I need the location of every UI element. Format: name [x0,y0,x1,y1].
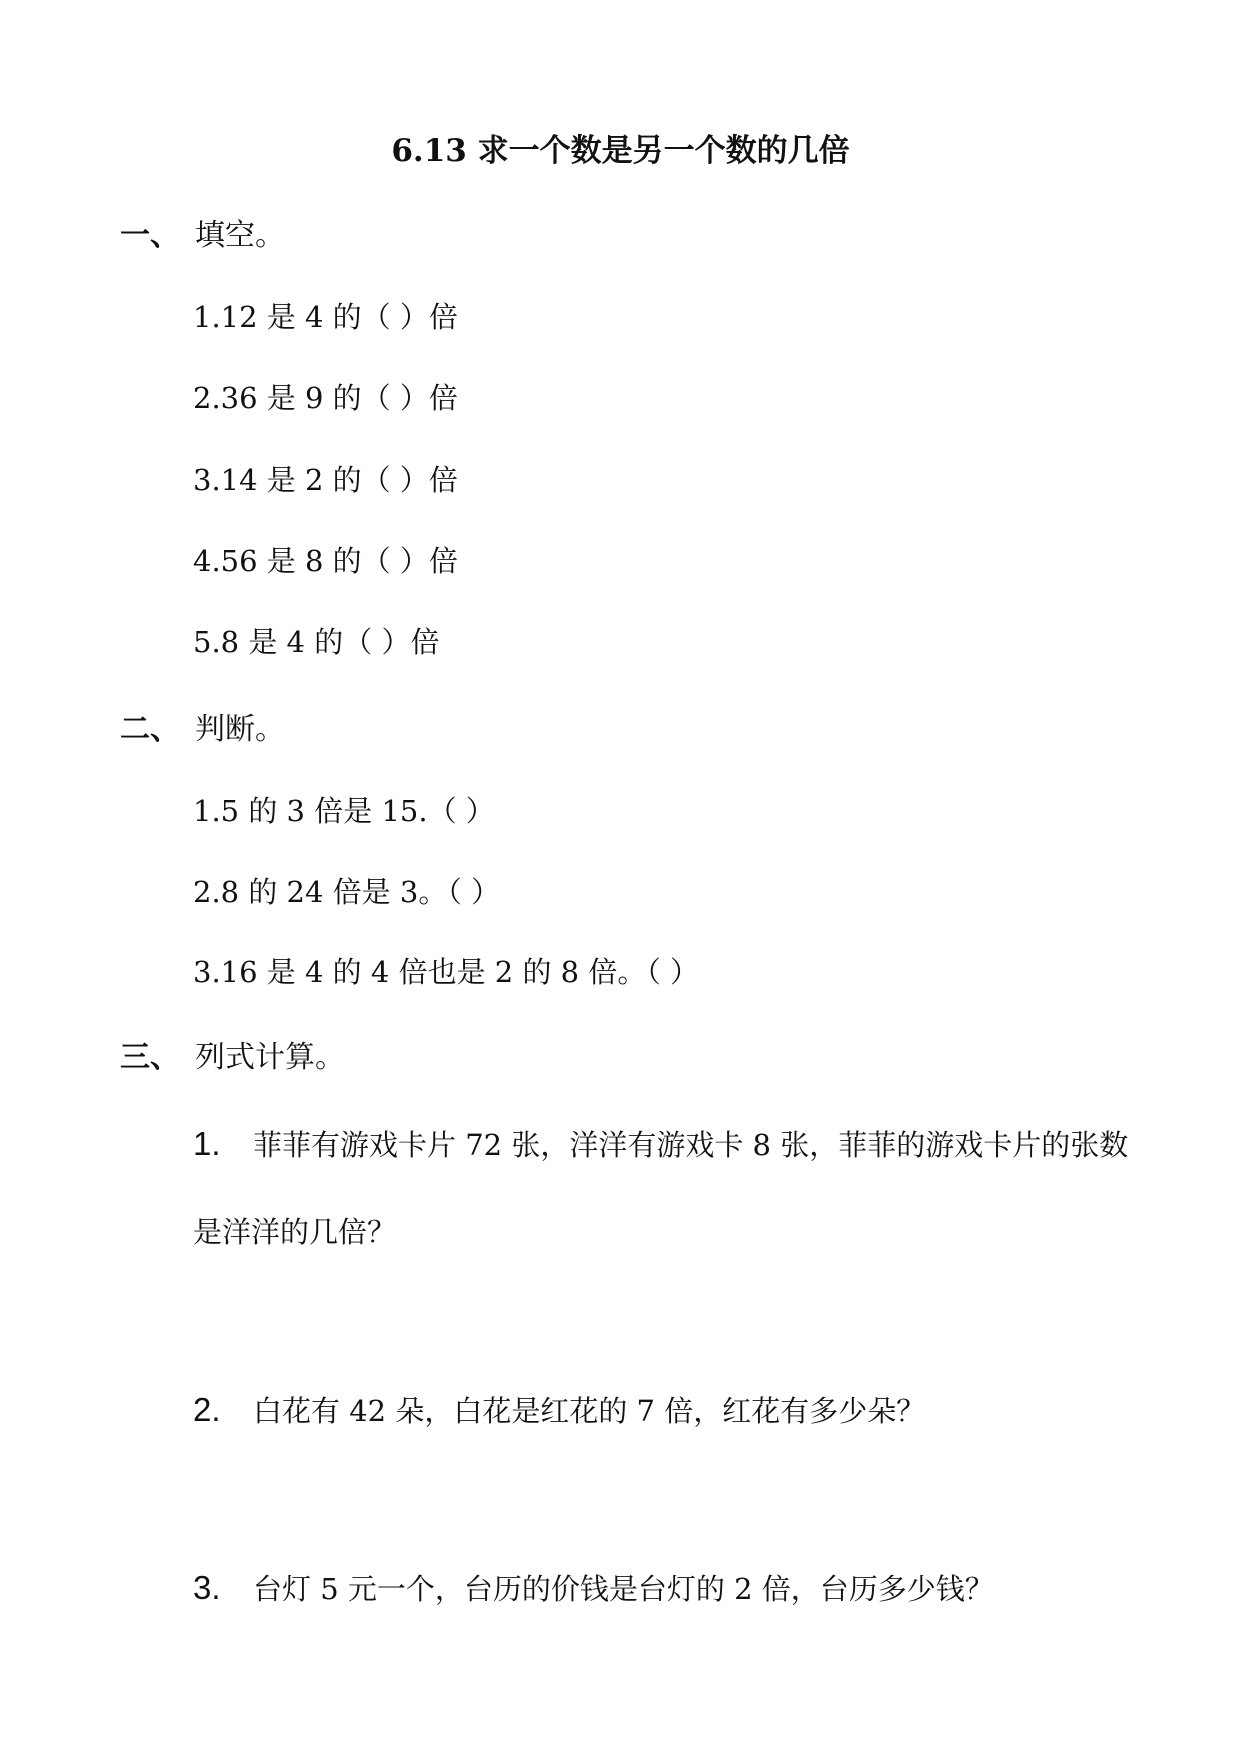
section-number: 一、 [120,218,180,253]
word-problem-2 [193,1390,925,1431]
judge-item: 2.8 的 24 倍是 3。（ ） [193,875,501,909]
section-heading-judge [120,710,285,750]
fill-blank-item: 3.14 是 2 的（ ）倍 [193,463,458,497]
section-number: 二、 [120,712,180,747]
section-heading-fill-blank [120,216,285,256]
word-problem-1-continuation: 是洋洋的几倍？ [193,1215,397,1249]
page-title: 6.13 求一个数是另一个数的几倍 [391,133,850,169]
question-text: 台灯 5 元一个，台历的价钱是台灯的 2 倍，台历多少钱？ [253,1572,994,1606]
question-number: 2. [193,1391,221,1428]
fill-blank-item: 2.36 是 9 的（ ）倍 [193,381,458,415]
judge-item: 3.16 是 4 的 4 倍也是 2 的 8 倍。（ ） [193,955,700,989]
section-label: 判断。 [195,712,285,747]
question-number: 1. [193,1125,221,1162]
section-label: 填空。 [195,218,285,253]
question-text: 白花有 42 朵，白花是红花的 7 倍，红花有多少朵？ [253,1394,926,1428]
fill-blank-item: 4.56 是 8 的（ ）倍 [193,544,458,578]
section-heading-calculation [120,1038,345,1078]
question-number: 3. [193,1569,221,1606]
judge-item: 1.5 的 3 倍是 15.（ ） [193,794,495,828]
fill-blank-item: 5.8 是 4 的（ ）倍 [193,625,440,659]
section-number: 三、 [120,1040,180,1075]
question-text: 菲菲有游戏卡片 72 张，洋洋有游戏卡 8 张，菲菲的游戏卡片的张数 [253,1128,1129,1162]
word-problem-1 [193,1124,1128,1165]
fill-blank-item: 1.12 是 4 的（ ）倍 [193,300,458,334]
word-problem-3 [193,1568,994,1609]
section-label: 列式计算。 [195,1040,345,1075]
